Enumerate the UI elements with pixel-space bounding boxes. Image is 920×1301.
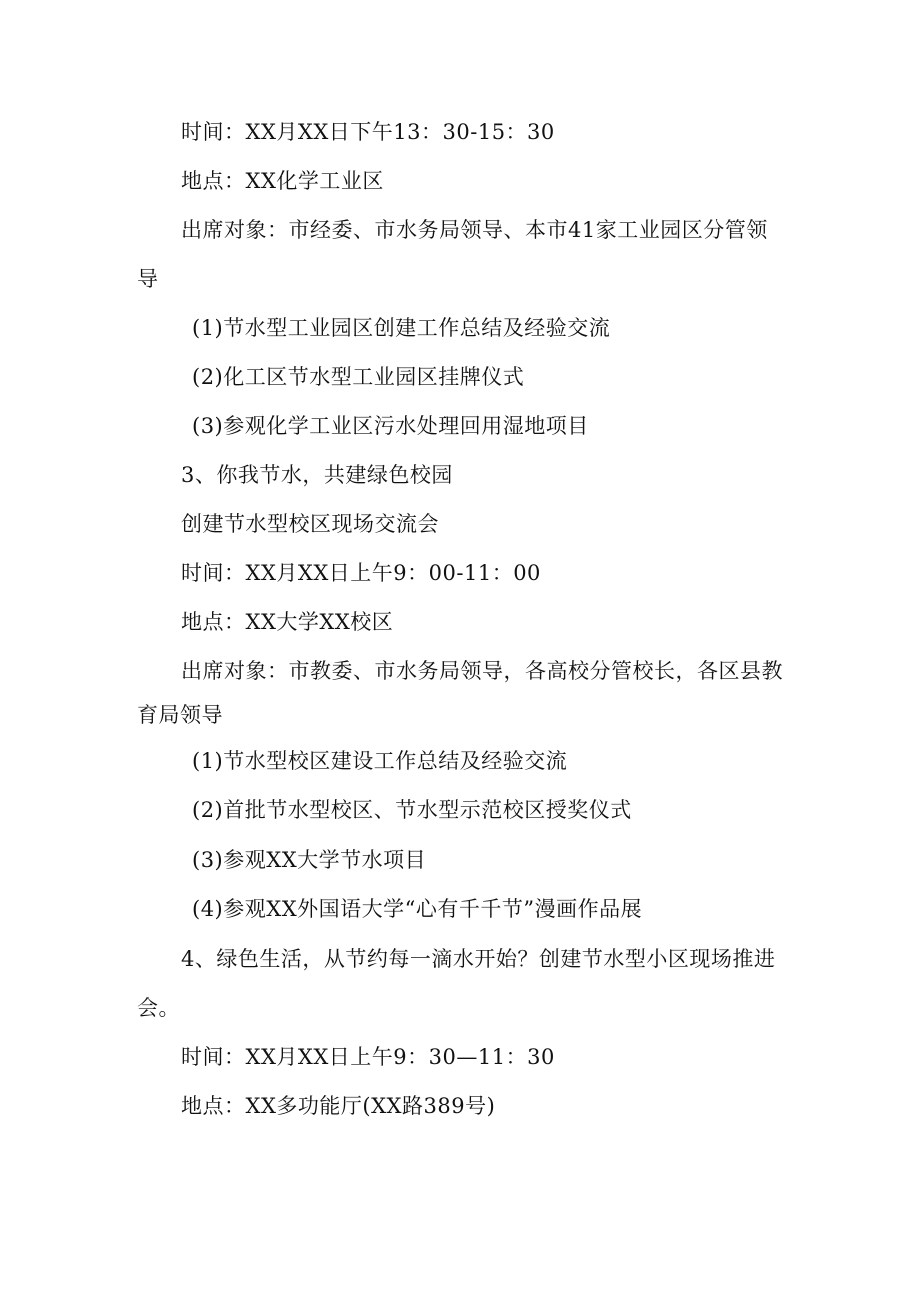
section-heading-3: 3、你我节水，共建绿色校园 <box>181 463 453 487</box>
agenda-item: (2)化工区节水型工业园区挂牌仪式 <box>192 365 525 389</box>
agenda-item: (1)节水型工业园区创建工作总结及经验交流 <box>192 316 611 340</box>
paragraph-attendees-1: 出席对象：市经委、市水务局领导、本市41家工业园区分管领 <box>181 218 768 242</box>
agenda-item: (3)参观化学工业区污水处理回用湿地项目 <box>192 414 589 438</box>
section-heading-4-cont: 会。 <box>137 996 180 1020</box>
paragraph-time-1: 时间：XX月XX日下午13：30-15：30 <box>181 120 555 144</box>
paragraph-location-2: 地点：XX大学XX校区 <box>181 610 394 634</box>
agenda-item: (4)参观XX外国语大学“心有千千节”漫画作品展 <box>192 897 643 921</box>
section-heading-4: 4、绿色生活，从节约每一滴水开始？创建节水型小区现场推进 <box>181 947 776 971</box>
paragraph-location-3: 地点：XX多功能厅(XX路389号) <box>181 1094 496 1118</box>
agenda-item: (1)节水型校区建设工作总结及经验交流 <box>192 749 568 773</box>
event-title: 创建节水型校区现场交流会 <box>181 512 439 536</box>
paragraph-attendees-2: 出席对象：市教委、市水务局领导，各高校分管校长，各区县教 <box>181 659 783 683</box>
agenda-item: (2)首批节水型校区、节水型示范校区授奖仪式 <box>192 798 632 822</box>
agenda-item: (3)参观XX大学节水项目 <box>192 848 427 872</box>
paragraph-attendees-2-cont: 育局领导 <box>137 703 223 727</box>
paragraph-location-1: 地点：XX化学工业区 <box>181 169 384 193</box>
paragraph-attendees-1-cont: 导 <box>137 267 159 291</box>
paragraph-time-3: 时间：XX月XX日上午9：30—11：30 <box>181 1045 555 1069</box>
paragraph-time-2: 时间：XX月XX日上午9：00-11：00 <box>181 561 541 585</box>
